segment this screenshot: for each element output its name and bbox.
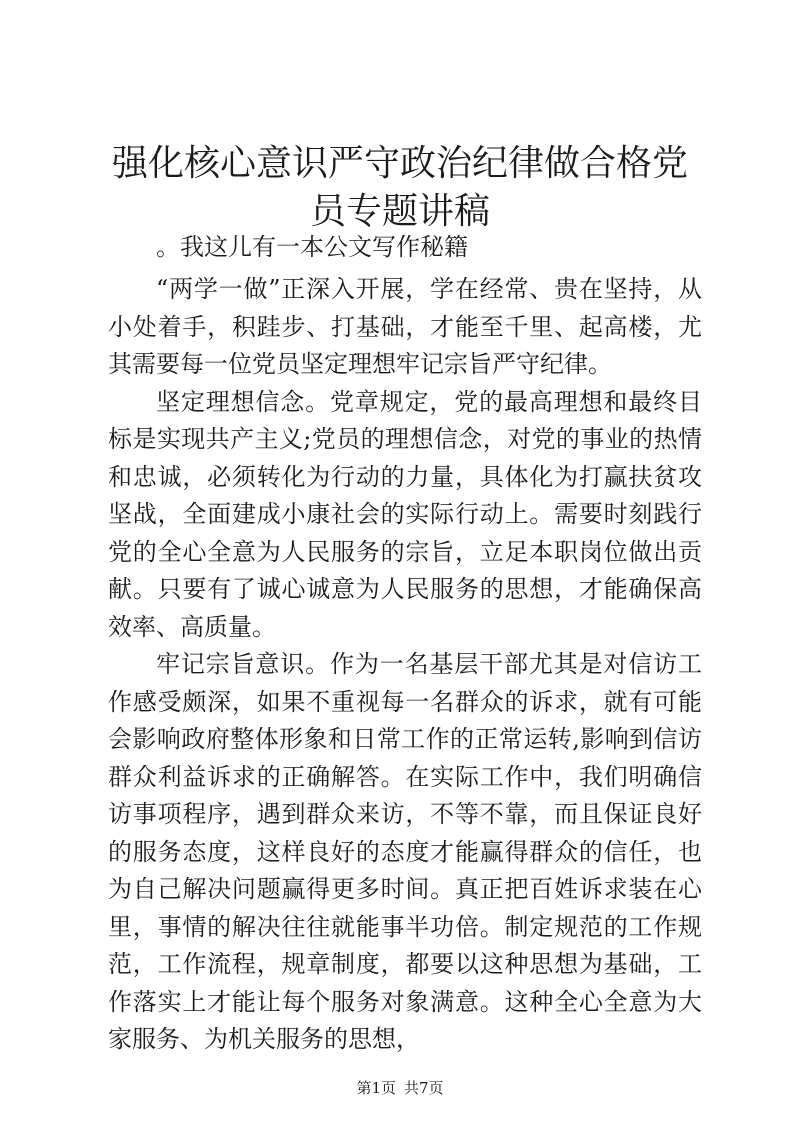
paragraph-intro: 。我这儿有一本公文写作秘籍 [156,233,468,261]
page-number: 第1页 [356,1079,396,1097]
document-title: 强化核心意识严守政治纪律做合格党员专题讲稿 [111,143,688,232]
paragraph-ideals: 坚定理想信念。党章规定，党的最高理想和最终目标是实现共产主义;党员的理想信念，对党的事业的热情和忠诚，必须转化为行动的力量，具体化为打赢扶贫攻坚战，全面建成小康社会的实际行动上。需要时刻践行党的全心全意为人民服务的宗旨，立足本职岗位做出贡献。只要有了诚心诚意为人民服务的思想，才能确保高效率、高质量。 [108,387,702,641]
document-body [108,232,702,1059]
page-footer [0,1078,800,1098]
page-total: 共7页 [404,1079,444,1097]
paragraph-purpose: 牢记宗旨意识。作为一名基层干部尤其是对信访工作感受颇深，如果不重视每一名群众的诉求，就有可能会影响政府整体形象和日常工作的正常运转,影响到信访群众利益诉求的正确解答。在实际工作中，我们明确信访事项程序，遇到群众来访，不等不靠，而且保证良好的服务态度，这样良好的态度才能赢得群众的信任，也为自己解决问题赢得更多时间。真正把百姓诉求装在心里，事情的解决往往就能事半功倍。制定规范的工作规范，工作流程，规章制度，都要以这种思想为基础，工作落实上才能让每个服务对象满意。这种全心全意为大家服务、为机关服务的思想， [108,650,702,1053]
paragraph-two-learn-one-do: “两学一做”正深入开展，学在经常、贵在坚持，从小处着手，积跬步、打基础，才能至千里、起高楼，尤其需要每一位党员坚定理想牢记宗旨严守纪律。 [108,275,702,378]
